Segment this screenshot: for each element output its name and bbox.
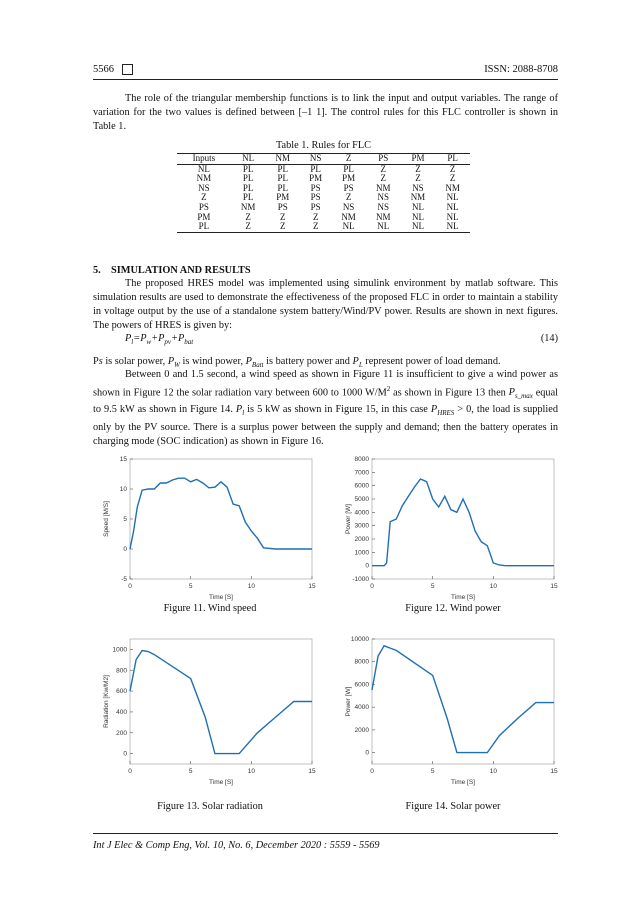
wind-speed-chart (100, 455, 320, 605)
y-axis-label: Radiation [Kw/M2] (103, 675, 110, 728)
table-body (177, 164, 470, 232)
table-cell: NS (377, 192, 390, 203)
y-tick-label: 0 (365, 749, 369, 757)
table-header-cell: PL (435, 154, 470, 165)
table-cell: NL (411, 211, 424, 222)
table-cell: Z (415, 163, 421, 174)
figure-14-caption: Figure 14. Solar power (405, 801, 501, 812)
table-cell: NL (435, 222, 470, 232)
y-tick-label: 10000 (350, 636, 369, 643)
y-tick-label: 6000 (354, 681, 369, 689)
table-cell: PL (277, 163, 289, 174)
table-cell: PS (277, 201, 288, 212)
table-header-cell: Inputs (177, 154, 231, 165)
y-tick-label: 1000 (354, 549, 369, 557)
table-cell: Z (231, 222, 266, 232)
x-axis-label: Time [S] (209, 594, 233, 601)
table-cell: NL (411, 201, 424, 212)
x-axis-label: Time [S] (451, 779, 475, 786)
y-tick-label: 15 (119, 456, 127, 463)
paragraph-intro: The role of the triangular membership functions is to link the input and output variables. The range of variation for the two values is defined between [–1 1]. The control rules for this FLC controller is shown in Table 1. (93, 93, 558, 132)
x-tick-label: 15 (308, 768, 316, 775)
table-cell: PL (242, 173, 254, 184)
y-tick-label: 800 (116, 667, 127, 675)
table-cell: NM (240, 201, 256, 212)
y-tick-label: 2000 (354, 536, 369, 543)
table-cell: NL (446, 201, 459, 212)
table-header-cell: PM (401, 154, 436, 165)
y-tick-label: 7000 (354, 469, 369, 477)
table-cell: PL (242, 182, 254, 193)
y-tick-label: 2000 (354, 726, 369, 734)
x-tick-label: 15 (550, 583, 558, 590)
y-tick-label: 1000 (112, 646, 127, 654)
equation-hres-power: $P_l=P_w+P_{pv}+P_{bat}$ (125, 333, 194, 347)
figure-11-wind-speed (100, 455, 320, 605)
table-cell: NS (198, 182, 210, 193)
x-tick-label: 10 (247, 583, 255, 590)
journal-issn: ISSN: 2088-8708 (484, 63, 558, 75)
x-tick-label: 15 (550, 768, 558, 775)
equation-number: (14) (540, 333, 558, 344)
page-header (93, 60, 558, 78)
table-cell: Z (449, 163, 456, 174)
figure-14-solar-power (342, 635, 562, 790)
y-tick-label: 8000 (354, 658, 369, 666)
x-tick-label: 15 (308, 583, 316, 590)
y-tick-label: 200 (116, 729, 127, 737)
y-tick-label: 600 (116, 688, 127, 696)
table-cell: Z (300, 222, 331, 232)
paragraph-definitions: Ps is solar power, $P_W$ is wind power, $P_{Batt}$ is battery power and $P_L$ represent power of load demand. (93, 356, 501, 370)
table-caption: Table 1. Rules for FLC (275, 140, 372, 151)
plot-area (130, 639, 312, 764)
y-tick-label: 5000 (354, 496, 369, 503)
table-cell: NM (445, 182, 460, 193)
table-cell: PM (197, 211, 211, 222)
table-row (177, 193, 470, 203)
table-cell: NM (376, 182, 391, 193)
table-cell: PL (310, 163, 321, 174)
y-tick-label: 6000 (354, 482, 369, 490)
footer-rule (93, 833, 558, 834)
table-cell: Z (265, 222, 300, 232)
table-cell: PL (177, 222, 231, 232)
table-cell: NM (410, 192, 426, 203)
table-cell: PS (310, 192, 321, 203)
plot-area (372, 639, 554, 764)
table-cell: PM (309, 173, 323, 184)
flc-rules-table (177, 153, 470, 233)
x-tick-label: 0 (128, 768, 132, 775)
table-header-cell: NM (265, 154, 300, 165)
y-tick-label: 0 (123, 750, 127, 758)
x-tick-label: 0 (370, 583, 374, 590)
table-cell: NS (377, 201, 390, 212)
table-cell: PL (242, 163, 254, 174)
paragraph-results: Between 0 and 1.5 second, a wind speed as shown in Figure 11 is insufficient to give a wind power as shown in Figure 12 the solar radiation vary between 600 to 1000 $W/M^2$ as shown in Figure 13 then $P_{s\_max}$ equal to 9.5 kW as shown in Figure 14. $P_l$ is 5 kW as shown in Figure 15, in this case $P_{HRES} > 0$, the load is supplied only by the PV source. There is a surplus power between the supply and demand; then the battery operates in charging mode (SOC indication) as shown in Figure 16. (93, 369, 558, 447)
table-row (177, 203, 470, 213)
x-tick-label: 0 (370, 768, 374, 775)
y-axis-label: Power [W] (345, 686, 352, 717)
table-cell: PM (276, 192, 290, 203)
table-cell: Z (245, 211, 251, 222)
x-tick-label: 10 (247, 768, 255, 775)
table-cell: PS (310, 201, 321, 212)
figure-11-caption: Figure 11. Wind speed (163, 603, 257, 614)
table-row (177, 184, 470, 194)
table-cell: PS (198, 201, 209, 212)
table-header-cell: PS (366, 154, 401, 165)
table-row (177, 174, 470, 184)
x-tick-label: 5 (188, 768, 193, 775)
table-cell: NL (366, 222, 401, 232)
y-axis-label: Speed [M/S] (103, 501, 110, 537)
y-tick-label: 5 (123, 516, 127, 523)
solar-power-chart (342, 635, 562, 790)
checkbox-symbol-icon (122, 64, 133, 75)
y-tick-label: 3000 (354, 522, 369, 530)
y-tick-label: -5 (121, 576, 127, 583)
table-cell: PS (310, 182, 321, 193)
table-cell: NL (446, 192, 459, 203)
table-cell: NS (342, 201, 355, 212)
page-number: 5566 (93, 63, 114, 75)
y-tick-label: 4000 (354, 704, 369, 712)
x-axis-label: Time [S] (451, 594, 475, 601)
table-cell: Z (380, 163, 387, 174)
table-cell: PS (343, 182, 354, 193)
page-footer: Int J Elec & Comp Eng, Vol. 10, No. 6, December 2020 : 5559 - 5569 (93, 840, 380, 851)
table-cell: Z (380, 173, 387, 184)
section-title: 5. SIMULATION AND RESULTS (93, 265, 251, 276)
table-header-cell: NS (300, 154, 331, 165)
y-tick-label: 0 (365, 562, 369, 570)
x-tick-label: 5 (188, 583, 193, 590)
y-tick-label: 400 (116, 708, 127, 716)
table-cell: PL (343, 163, 354, 174)
x-tick-label: 0 (128, 583, 132, 590)
y-tick-label: -1000 (352, 576, 369, 583)
table-cell: NM (376, 211, 391, 222)
x-tick-label: 10 (489, 768, 497, 775)
y-tick-label: 0 (123, 546, 127, 553)
plot-area (372, 459, 554, 579)
table-cell: Z (345, 192, 352, 203)
table-header-cell: NL (231, 154, 266, 165)
y-axis-label: Power [W] (345, 504, 352, 534)
solar-radiation-chart (100, 635, 320, 790)
x-axis-label: Time [S] (209, 779, 233, 786)
x-tick-label: 10 (489, 583, 497, 590)
table-cell: Z (415, 173, 421, 184)
figure-12-caption: Figure 12. Wind power (405, 603, 501, 614)
figure-13-solar-radiation (100, 635, 320, 790)
table-cell: NL (197, 163, 210, 174)
table-cell: NL (401, 222, 436, 232)
table-cell: Z (201, 192, 207, 203)
header-rule (93, 79, 558, 80)
y-tick-label: 8000 (354, 456, 369, 463)
table-cell: PM (342, 173, 356, 184)
table-header-row (177, 154, 470, 165)
wind-power-chart (342, 455, 562, 605)
figure-13-caption: Figure 13. Solar radiation (157, 801, 263, 812)
table-cell: Z (312, 211, 319, 222)
table-cell: NM (196, 173, 212, 184)
plot-area (130, 459, 312, 579)
table-row (177, 213, 470, 223)
y-tick-label: 4000 (354, 509, 369, 517)
y-tick-label: 10 (119, 486, 127, 493)
table-row (177, 164, 470, 174)
table-cell: NL (446, 211, 459, 222)
table-header-cell: Z (331, 154, 366, 165)
table-cell: Z (449, 173, 456, 184)
x-tick-label: 5 (430, 583, 435, 590)
table-cell: NL (331, 222, 366, 232)
figure-12-wind-power (342, 455, 562, 605)
paragraph-simulation: The proposed HRES model was implemented using simulink environment by matlab software. This simulation results are used to demonstrate the effectiveness of the proposed FLC in order to maintain a stability in voltage output by the use of a standalone system battery/Wind/PV power. Results are shown in next figures. The powers of HRES is given by: (93, 278, 558, 331)
table-cell: Z (280, 211, 286, 222)
table-cell: NS (412, 182, 424, 193)
table-cell: PL (277, 182, 289, 193)
table-cell: PL (242, 192, 254, 203)
table-cell: PL (277, 173, 289, 184)
table-row (177, 222, 470, 232)
table-cell: NM (341, 211, 356, 222)
x-tick-label: 5 (430, 768, 435, 775)
